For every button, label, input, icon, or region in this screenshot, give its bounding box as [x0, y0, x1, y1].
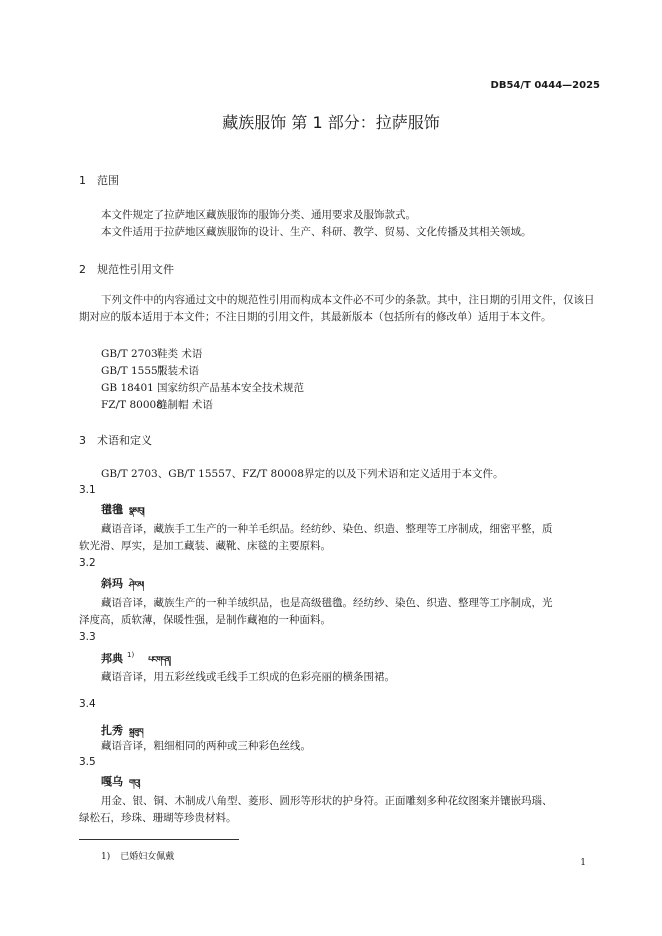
- term-tibetan: ག་འུ།: [129, 777, 140, 787]
- section-title: 规范性引用文件: [97, 263, 174, 276]
- term-tibetan: ཤེར་མ།: [129, 579, 144, 589]
- scope-para-2: 本文件适用于拉萨地区藏族服饰的设计、生产、科研、教学、贸易、文化传播及其相关领域。: [101, 226, 532, 238]
- reference-item: [101, 346, 202, 361]
- term-number: 3.3: [79, 631, 96, 643]
- term-chinese: 嘎乌: [101, 775, 123, 788]
- term-definition-cont: 泽度高，质软薄，保暖性强，是制作藏袍的一种面料。: [79, 614, 331, 626]
- term-definition-cont: 绿松石，珍珠、珊瑚等珍贵材料。: [79, 812, 237, 824]
- page-number: 1: [580, 858, 586, 868]
- document-title: 藏族服饰 第 1 部分：拉萨服饰: [222, 113, 440, 132]
- reference-item: [101, 380, 304, 395]
- reference-name: 缝制帽 术语: [157, 399, 213, 411]
- term-chinese: 斜玛: [101, 577, 123, 590]
- footnote-marker: 1): [127, 651, 135, 659]
- section-3-heading: [79, 432, 152, 448]
- reference-code: FZ/T 80008: [101, 399, 163, 411]
- term-number: 3.2: [79, 557, 96, 569]
- term-chinese: 氆氇: [101, 503, 123, 516]
- reference-item: [101, 397, 213, 412]
- section-number: 1: [79, 174, 86, 187]
- scope-para-1: 本文件规定了拉萨地区藏族服饰的服饰分类、通用要求及服饰款式。: [101, 209, 416, 221]
- section-2-heading: [79, 261, 174, 277]
- section-title: 范围: [97, 174, 119, 187]
- term-number: 3.5: [79, 756, 96, 768]
- section-title: 术语和定义: [97, 434, 152, 447]
- footnote-number: 1): [101, 852, 111, 862]
- term-chinese: 扎秀: [101, 724, 123, 737]
- term-definition: 藏语音译，粗细相同的两种或三种彩色丝线。: [101, 740, 311, 752]
- reference-name: 鞋类 术语: [157, 348, 203, 360]
- term-chinese: 邦典: [101, 652, 123, 665]
- term-tibetan: པང་གདན།: [148, 654, 170, 664]
- section-1-heading: [79, 172, 119, 188]
- reference-name: 国家纺织产品基本安全技术规范: [157, 382, 304, 394]
- reference-code: GB/T 15557: [101, 365, 165, 377]
- term-definition: 用金、银、铜、木制成八角型、菱形、圆形等形状的护身符。正面雕刻多种花纹图案并镶嵌玛瑙、: [101, 795, 553, 807]
- term-number: 3.4: [79, 698, 96, 710]
- term-definition: 藏语音译，藏族手工生产的一种羊毛织品。经纺纱、染色、织造、整理等工序制成，细密平整，质: [101, 523, 553, 535]
- term-number: 3.1: [79, 484, 96, 496]
- doc-code: DB54/T 0444—2025: [490, 80, 600, 91]
- term-definition: 藏语音译，用五彩丝线或毛线手工织成的色彩亮丽的横条围裙。: [101, 671, 395, 683]
- footnote-separator: [79, 839, 239, 840]
- reference-code: GB 18401: [101, 382, 154, 394]
- footnote-text: 已婚妇女佩戴: [120, 852, 175, 862]
- reference-name: 服装术语: [157, 365, 199, 377]
- reference-item: [101, 363, 199, 378]
- term-tibetan: སྐྲ་ཟུར།: [129, 726, 143, 736]
- footnote: [101, 849, 174, 862]
- section-number: 3: [79, 434, 86, 447]
- reference-code: GB/T 2703: [101, 348, 158, 360]
- term-tibetan: སྣམ་བུ།: [129, 505, 144, 515]
- terms-intro: GB/T 2703、GB/T 15557、FZ/T 80008界定的以及下列术语和定义适用于本文件。: [101, 468, 504, 480]
- term-definition: 藏语音译，藏族生产的一种羊绒织品，也是高级氆氇。经纺纱、染色、织造、整理等工序制成，光: [101, 597, 553, 609]
- term-definition-cont: 软光滑、厚实，是加工藏装、藏靴、床毯的主要原料。: [79, 540, 331, 552]
- section-number: 2: [79, 263, 86, 276]
- normative-references-para: 下列文件中的内容通过文中的规范性引用而构成本文件必不可少的条款。其中，注日期的引用文件，仅该日期对应的版本适用于本文件；不注日期的引用文件，其最新版本（包括所有的修改单）适用于本文件。: [79, 294, 595, 323]
